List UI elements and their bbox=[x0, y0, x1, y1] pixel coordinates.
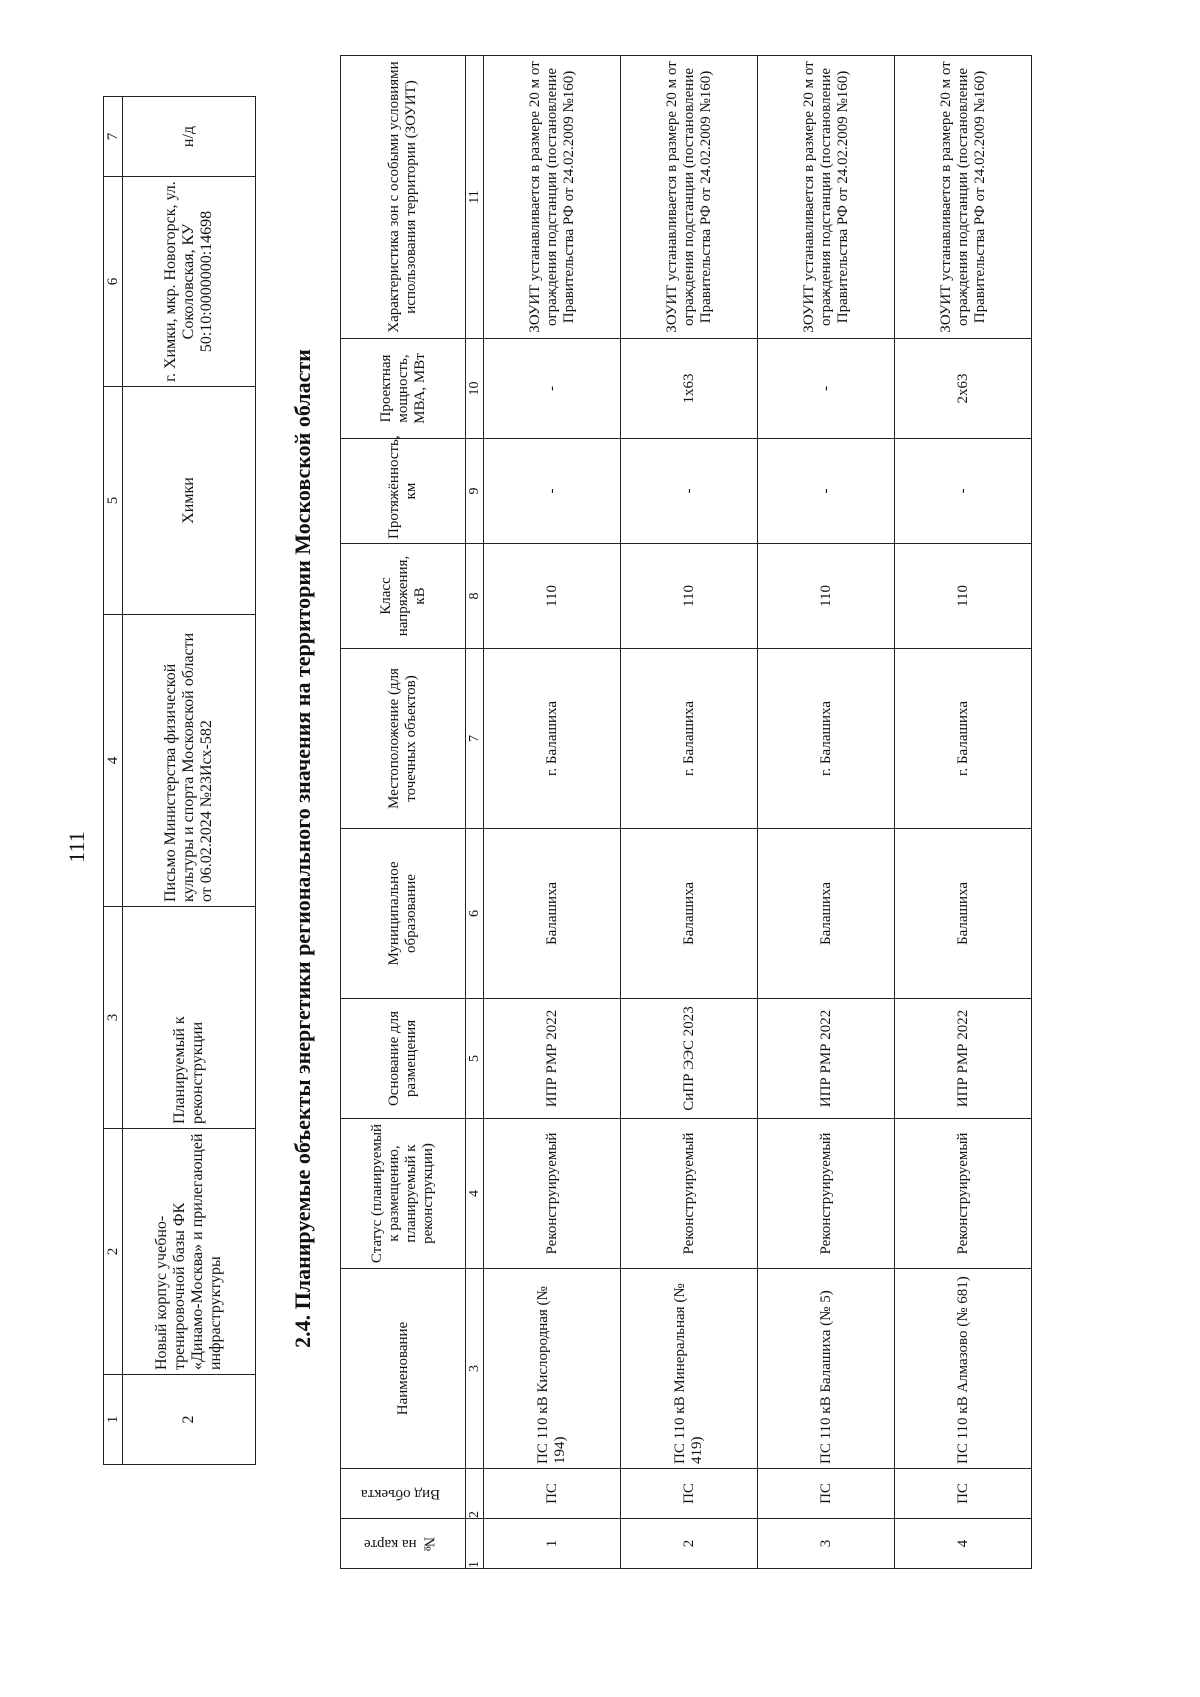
col-number: 9 bbox=[466, 439, 484, 544]
table-cell: 3 bbox=[758, 1519, 895, 1569]
table-cell: Балашиха bbox=[758, 829, 895, 999]
continuation-table-header bbox=[104, 97, 123, 1465]
table-cell: - bbox=[484, 439, 621, 544]
table-cell: 110 bbox=[484, 544, 621, 649]
col-number: 3 bbox=[466, 1269, 484, 1469]
table-cell: 2 bbox=[123, 1375, 256, 1465]
table-cell: - bbox=[895, 439, 1032, 544]
table-cell: 110 bbox=[758, 544, 895, 649]
table-cell: ПС 110 кВ Балашиха (№ 5) bbox=[758, 1269, 895, 1469]
table-cell: ПС 110 кВ Алмазово (№ 681) bbox=[895, 1269, 1032, 1469]
col-number: 4 bbox=[466, 1119, 484, 1269]
continuation-table bbox=[103, 96, 256, 1465]
table-row bbox=[621, 56, 758, 1569]
table-header-row bbox=[341, 56, 466, 1569]
col-number: 2 bbox=[104, 1129, 123, 1375]
column-header: № на карте bbox=[341, 1519, 466, 1569]
table-cell: Химки bbox=[123, 387, 256, 615]
table-cell: 1 bbox=[484, 1519, 621, 1569]
column-numbers-row bbox=[466, 56, 484, 1569]
table-cell: Балашиха bbox=[484, 829, 621, 999]
column-header: Проектная мощность, МВА, МВт bbox=[341, 339, 466, 439]
col-number: 6 bbox=[104, 177, 123, 387]
table-cell: - bbox=[758, 339, 895, 439]
energy-objects-table bbox=[340, 55, 1032, 1569]
table-cell: ПС bbox=[621, 1469, 758, 1519]
table-cell: ИПР РМР 2022 bbox=[895, 999, 1032, 1119]
table-cell: г. Балашиха bbox=[895, 649, 1032, 829]
table-cell: 1х63 bbox=[621, 339, 758, 439]
table-cell: ПС 110 кВ Кислородная (№ 194) bbox=[484, 1269, 621, 1469]
table-cell: н/д bbox=[123, 97, 256, 177]
table-cell: Балашиха bbox=[621, 829, 758, 999]
col-number: 11 bbox=[466, 56, 484, 339]
column-header: Протяжённость, км bbox=[341, 439, 466, 544]
col-number: 8 bbox=[466, 544, 484, 649]
table-cell: СиПР ЭЭС 2023 bbox=[621, 999, 758, 1119]
table-cell: г. Балашиха bbox=[621, 649, 758, 829]
table-row bbox=[758, 56, 895, 1569]
table-cell: ПС bbox=[484, 1469, 621, 1519]
table-cell: г. Балашиха bbox=[484, 649, 621, 829]
table-cell: Реконструируемый bbox=[621, 1119, 758, 1269]
table-cell: ИПР РМР 2022 bbox=[484, 999, 621, 1119]
col-number: 7 bbox=[104, 97, 123, 177]
column-header: Наименование bbox=[341, 1269, 466, 1469]
table-cell: Новый корпус учебно-тренировочной базы ФК «Динамо-Москва» и прилегающей инфраструктуры bbox=[123, 1129, 256, 1375]
table-row bbox=[123, 97, 256, 1465]
page-number: 111 bbox=[64, 831, 89, 863]
col-number: 4 bbox=[104, 615, 123, 907]
table-cell: Реконструируемый bbox=[484, 1119, 621, 1269]
table-cell: ЗОУИТ устанавливается в размере 20 м от ограждения подстанции (постановление Правительства РФ от 24.02.2009 №160) bbox=[758, 56, 895, 339]
table-cell: ЗОУИТ устанавливается в размере 20 м от ограждения подстанции (постановление Правительства РФ от 24.02.2009 №160) bbox=[895, 56, 1032, 339]
table-cell: г. Химки, мкр. Новогорск, ул. Соколовская, КУ 50:10:0000000:14698 bbox=[123, 177, 256, 387]
table-cell: ЗОУИТ устанавливается в размере 20 м от ограждения подстанции (постановление Правительства РФ от 24.02.2009 №160) bbox=[621, 56, 758, 339]
table-row bbox=[895, 56, 1032, 1569]
table-cell: - bbox=[484, 339, 621, 439]
table-cell: 2х63 bbox=[895, 339, 1032, 439]
col-number: 2 bbox=[466, 1469, 484, 1519]
table-cell: Реконструируемый bbox=[758, 1119, 895, 1269]
table-cell: ПС 110 кВ Минеральная (№ 419) bbox=[621, 1269, 758, 1469]
col-number: 6 bbox=[466, 829, 484, 999]
table-cell: - bbox=[758, 439, 895, 544]
table-cell: ПС bbox=[895, 1469, 1032, 1519]
column-header: Вид объекта bbox=[341, 1469, 466, 1519]
section-title: 2.4. Планируемые объекты энергетики регионального значения на территории Московской области bbox=[290, 349, 315, 1348]
col-number: 1 bbox=[466, 1519, 484, 1569]
table-cell: г. Балашиха bbox=[758, 649, 895, 829]
column-header: Основание для размещения bbox=[341, 999, 466, 1119]
column-header: Местоположение (для точечных объектов) bbox=[341, 649, 466, 829]
table-cell: - bbox=[621, 439, 758, 544]
column-header: Муниципальное образование bbox=[341, 829, 466, 999]
col-number: 10 bbox=[466, 339, 484, 439]
col-number: 5 bbox=[104, 387, 123, 615]
table-cell: Балашиха bbox=[895, 829, 1032, 999]
column-header: Класс напряжения, кВ bbox=[341, 544, 466, 649]
table-cell: Письмо Министерства физической культуры и спорта Московской области от 06.02.2024 №23Исх-582 bbox=[123, 615, 256, 907]
table-cell: 110 bbox=[621, 544, 758, 649]
col-number: 1 bbox=[104, 1375, 123, 1465]
col-number: 7 bbox=[466, 649, 484, 829]
column-header: Характеристика зон с особыми условиями использования территории (ЗОУИТ) bbox=[341, 56, 466, 339]
table-cell: Реконструируемый bbox=[895, 1119, 1032, 1269]
table-cell: ИПР РМР 2022 bbox=[758, 999, 895, 1119]
column-header: Статус (планируемый к размещению, планируемый к реконструкции) bbox=[341, 1119, 466, 1269]
table-cell: 110 bbox=[895, 544, 1032, 649]
table-row bbox=[484, 56, 621, 1569]
table-cell: Планируемый к реконструкции bbox=[123, 907, 256, 1129]
table-cell: ПС bbox=[758, 1469, 895, 1519]
table-cell: 4 bbox=[895, 1519, 1032, 1569]
table-cell: ЗОУИТ устанавливается в размере 20 м от ограждения подстанции (постановление Правительства РФ от 24.02.2009 №160) bbox=[484, 56, 621, 339]
table-cell: 2 bbox=[621, 1519, 758, 1569]
col-number: 3 bbox=[104, 907, 123, 1129]
col-number: 5 bbox=[466, 999, 484, 1119]
